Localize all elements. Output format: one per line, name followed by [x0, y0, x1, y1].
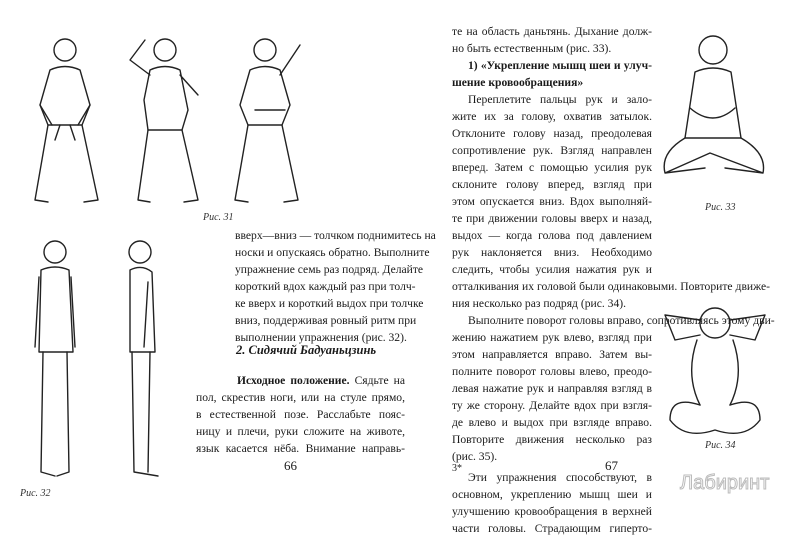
figure-33-illustration — [655, 28, 775, 203]
figure-32-caption: Рис. 32 — [20, 488, 51, 499]
text-line: жите их за голову, охватив затылок. — [452, 110, 652, 123]
text-line: части головы. Страдающим гиперто- — [452, 522, 652, 535]
text-line: де влево и выдох при взгляде вправо. — [452, 416, 652, 429]
text-line: отталкивания их головой были одинаковыми. Повторите движе- — [452, 280, 770, 293]
figure-34-illustration — [655, 295, 775, 450]
text-line: склоните голову вперед, взгляд при — [452, 178, 652, 191]
text-line: ния несколько раз подряд (рис. 34). — [452, 297, 626, 310]
text-line: улучшению кровообращения в верхней — [452, 505, 652, 518]
text-line: Повторите движения несколько раз — [452, 433, 652, 446]
subheading: шение кровообращения» — [452, 76, 584, 89]
text-line: язык касается нёба. Внимание направь- — [196, 442, 405, 455]
text-line: Отклоните голову назад, преодолевая — [452, 127, 652, 140]
text-line: этом направляется вправо. Затем вы- — [452, 348, 652, 361]
text-line: жению нажатием рук влево, взгляд при — [452, 331, 652, 344]
text-line: сопротивление рук. Взгляд направлен — [452, 144, 652, 157]
text-line: этом опускается вниз. Вдох выполняй- — [452, 195, 652, 208]
text-line: короткий вдох каждый раз при толч- — [235, 280, 416, 293]
page-number-left: 66 — [284, 458, 297, 473]
text-line: выполнении упражнения (рис. 32). — [235, 331, 407, 344]
text-line: вверх—вниз — толчком поднимитесь на — [235, 229, 436, 242]
text-line: основном, укреплению мышц шеи и — [452, 488, 652, 501]
text-line: ницу и плечи, руки сложите на животе, — [196, 425, 405, 438]
text-line: носки и опускаясь обратно. Выполните — [235, 246, 430, 259]
figure-31-caption: Рис. 31 — [203, 212, 234, 223]
text-line: Эти упражнения способствуют, в — [468, 471, 652, 484]
text-line: но быть естественным (рис. 33). — [452, 42, 612, 55]
subheading: 1) «Укрепление мышц шеи и улуч- — [468, 59, 652, 72]
text-line: пол, скрестив ноги, или на стуле прямо, — [196, 391, 405, 404]
text-line: ке вверх и короткий выдох при толчке — [235, 297, 424, 310]
text-line: (рис. 35). — [452, 450, 498, 463]
text-line: полните поворот головы влево, преодо- — [452, 365, 652, 378]
text-line: вперед. Затем с помощью усилия рук — [452, 161, 652, 174]
text-line: те на область даньтянь. Дыхание долж- — [452, 25, 652, 38]
text-line: следить, чтобы усилия нажатия рук и — [452, 263, 652, 276]
text-line: Сядьте на — [354, 374, 406, 387]
text-line: те при движении головы вверх и назад, — [452, 212, 652, 225]
text-line: вниз, поддерживая ровный ритм при — [235, 314, 417, 327]
text-line: рук наклоняется вниз. Необходимо — [452, 246, 652, 259]
text-line: упражнение семь раз подряд. Делайте — [235, 263, 424, 276]
paragraph-lead: Исходное положение. — [237, 374, 350, 387]
figure-31-illustration — [20, 30, 320, 215]
signature-mark: 3* — [452, 463, 462, 474]
text-line: выдох — когда голова под давлением — [452, 229, 652, 242]
text-line: левая нажатие рук и направляя взгляд в — [452, 382, 652, 395]
text-line: в естественной позе. Расслабьте пояс- — [196, 408, 405, 421]
labirint-watermark-logo: Лабиринт — [680, 472, 770, 494]
page-number-right: 67 — [605, 458, 618, 473]
section-heading: 2. Сидячий Бадуаньцзинь — [236, 343, 377, 357]
figure-34-caption: Рис. 34 — [705, 440, 736, 451]
text-line: ту же сторону. Делайте вдох при взгля- — [452, 399, 652, 412]
text-line: Выполните поворот головы вправо, сопротивляясь этому дви- — [468, 314, 775, 327]
figure-33-caption: Рис. 33 — [705, 202, 736, 213]
text-line: Переплетите пальцы рук и зало- — [468, 93, 652, 106]
figure-32-illustration — [15, 232, 185, 492]
